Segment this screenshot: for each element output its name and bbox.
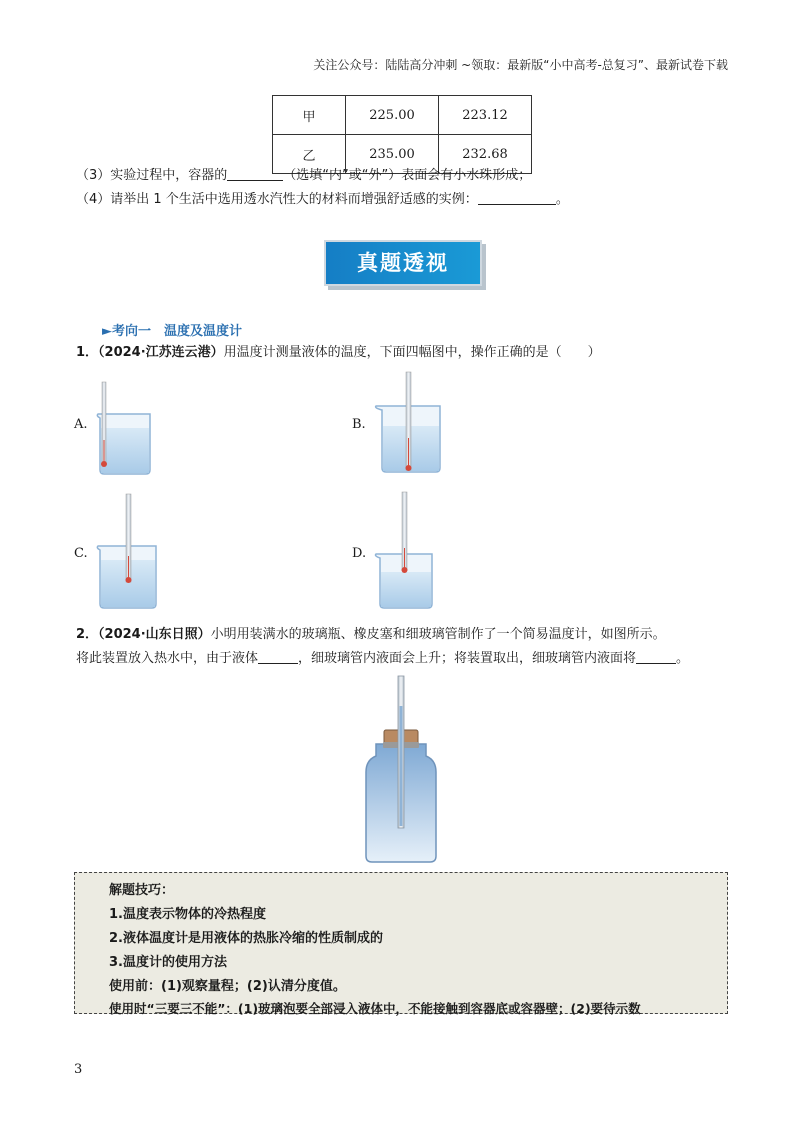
page-number: 3 [74,1062,83,1077]
q2-text-2a: 将此装置放入热水中，由于液体 [76,651,259,666]
tips-line: 2.液体温度计是用液体的热胀冷缩的性质制成的 [109,931,383,946]
tips-line: 使用前：(1)观察量程；(2)认清分度值。 [109,979,346,994]
page-header: 关注公众号：陆陆高分冲刺 ~领取：最新版“小中高考-总复习”、最新试卷下载 [313,58,728,72]
beaker-b-figure [376,372,440,472]
beaker-d-figure [376,492,433,608]
option-b-label[interactable]: B. [352,417,366,432]
question-2 [76,624,666,646]
q2-text-2c: 。 [676,651,690,666]
q2-text-2b: ，细玻璃管内液面会上升；将装置取出，细玻璃管内液面将 [298,651,637,666]
table-cell: 225.00 [346,96,439,135]
answer-blank[interactable] [258,649,298,664]
table-cell: 235.00 [346,135,439,174]
tube-liquid [400,706,403,826]
tips-line: 1.温度表示物体的冷热程度 [109,907,266,922]
q2-number: 2． [76,627,99,642]
table-cell: 223.12 [439,96,532,135]
tips-box [74,872,728,1014]
q4-text-a: （4）请举出 1 个生活中选用透水汽性大的材料而增强舒适感的实例： [76,192,478,207]
section-heading: ►考向一 温度及温度计 [102,324,242,339]
section-banner: 真题透视 [324,240,482,286]
bottle-thermometer-figure [366,676,436,862]
q1-text: 用温度计测量液体的温度，下面四幅图中，操作正确的是（ ） [223,345,601,360]
table-cell: 甲 [273,96,346,135]
q2-text-1: 小明用装满水的玻璃瓶、橡皮塞和细玻璃管制作了一个简易温度计，如图所示。 [210,627,666,642]
q4-text-b: 。 [555,192,569,207]
tips-line: 3.温度计的使用方法 [109,955,227,970]
option-a-label[interactable]: A. [74,417,88,432]
beaker-a-figure [97,382,150,474]
tips-line: 使用时“三要三不能”：(1)玻璃泡要全部浸入液体中，不能接触到容器底或容器壁；(2)要待示数 [109,1001,641,1016]
answer-blank[interactable] [636,649,676,664]
table-cell: 232.68 [439,135,532,174]
question-2-line-2 [76,648,689,670]
table-cell: 乙 [273,135,346,174]
beaker-c-figure [97,494,156,608]
q1-source: （2024·江苏连云港） [98,345,224,360]
q2-source: （2024·山东日照） [98,627,211,642]
q3-text-b: （选填“内”或“外”）表面会有小水珠形成； [283,168,532,183]
option-d-label[interactable]: D. [352,546,367,561]
tips-title: 解题技巧： [109,883,175,898]
option-c-label[interactable]: C. [74,546,88,561]
q1-number: 1． [76,345,99,360]
q3-text-a: （3）实验过程中，容器的 [76,168,228,183]
